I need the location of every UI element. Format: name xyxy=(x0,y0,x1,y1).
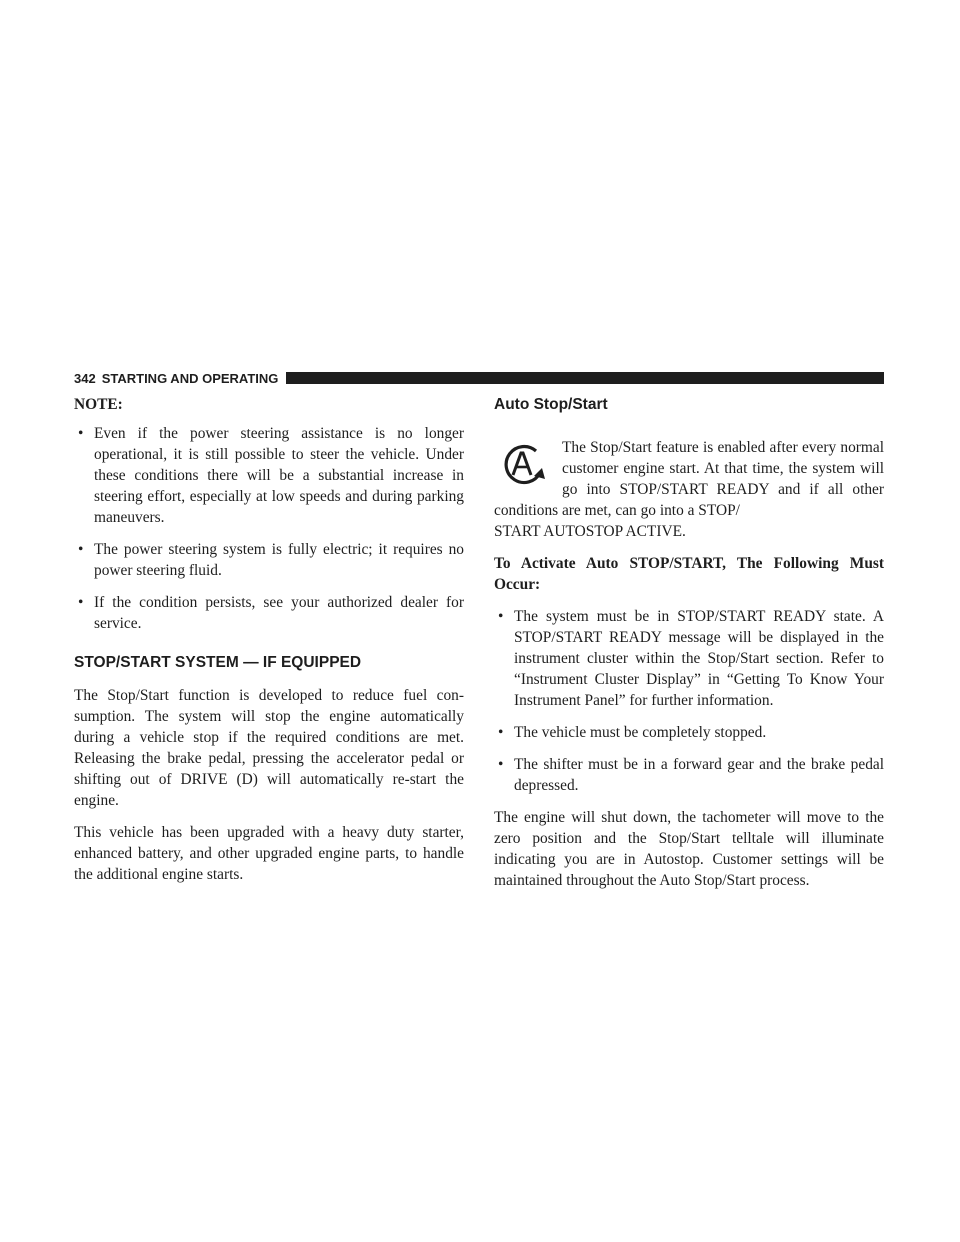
list-item-text: If the condition persists, see your authorized dealer for service. xyxy=(94,594,464,632)
bullet: • xyxy=(498,608,504,625)
bullet: • xyxy=(498,756,504,773)
condition-bullet-list xyxy=(494,606,884,796)
list-item xyxy=(74,423,464,528)
stop-start-heading: STOP/START SYSTEM — IF EQUIPPED xyxy=(74,654,362,671)
header-rule xyxy=(286,372,884,384)
auto-stop-start-icon xyxy=(498,443,548,489)
list-item xyxy=(74,592,464,634)
bullet: • xyxy=(78,541,84,558)
list-item-text: The power steering system is fully electric; it requires no power steering fluid. xyxy=(94,541,464,579)
note-bullet-list xyxy=(74,423,464,634)
intro-tail: START AUTOSTOP ACTIVE. xyxy=(494,523,686,540)
right-column xyxy=(494,394,884,902)
note-heading: NOTE: xyxy=(74,396,123,413)
bullet: • xyxy=(78,425,84,442)
intro-block xyxy=(494,437,884,521)
list-item xyxy=(494,754,884,796)
intro-text: The Stop/Start feature is enabled after every normal customer engine start. At that time, the system will go into STOP/START READY and if all other conditions are met, can go into a STOP/ xyxy=(494,439,884,519)
bullet: • xyxy=(498,724,504,741)
list-item xyxy=(74,539,464,581)
list-item-text: Even if the power steering assistance is no longer operational, it is still possible to steer the vehicle. Under these conditions there will be a substantial increase in steering effort, especially at low speeds and during parking maneuvers. xyxy=(94,425,464,526)
list-item-text: The shifter must be in a forward gear and the brake pedal depressed. xyxy=(514,756,884,794)
page-number: 342 xyxy=(74,370,96,386)
left-column xyxy=(74,394,464,896)
body-paragraph: The Stop/Start function is developed to reduce fuel con-sumption. The system will stop the engine automatically during a vehicle stop if the required conditions are met. Releasing the brake pedal, pressing the accelerator pedal or shifting out of DRIVE (D) will automatically re-start the engine. xyxy=(74,687,464,809)
list-item xyxy=(494,722,884,743)
activate-subheading: To Activate Auto STOP/START, The Following Must Occur: xyxy=(494,555,884,593)
closing-paragraph: The engine will shut down, the tachometer will move to the zero position and the Stop/Start telltale will illuminate indicating you are in Autostop. Customer settings will be maintained throughout the Auto Stop/Start process. xyxy=(494,809,884,889)
bullet: • xyxy=(78,594,84,611)
section-title: STARTING AND OPERATING xyxy=(101,370,279,386)
list-item-text: The vehicle must be completely stopped. xyxy=(514,724,767,741)
body-paragraph: This vehicle has been upgraded with a heavy duty starter, enhanced battery, and other upgraded engine parts, to handle the additional engine starts. xyxy=(74,824,464,883)
list-item xyxy=(494,606,884,711)
auto-stop-start-heading: Auto Stop/Start xyxy=(494,396,608,413)
page-header xyxy=(74,370,884,386)
list-item-text: The system must be in STOP/START READY state. A STOP/START READY message will be displayed in the instrument cluster within the Stop/Start section. Refer to “Instrument Cluster Display” in “Getting To Know Your Instrument Panel” for further information. xyxy=(514,608,884,709)
